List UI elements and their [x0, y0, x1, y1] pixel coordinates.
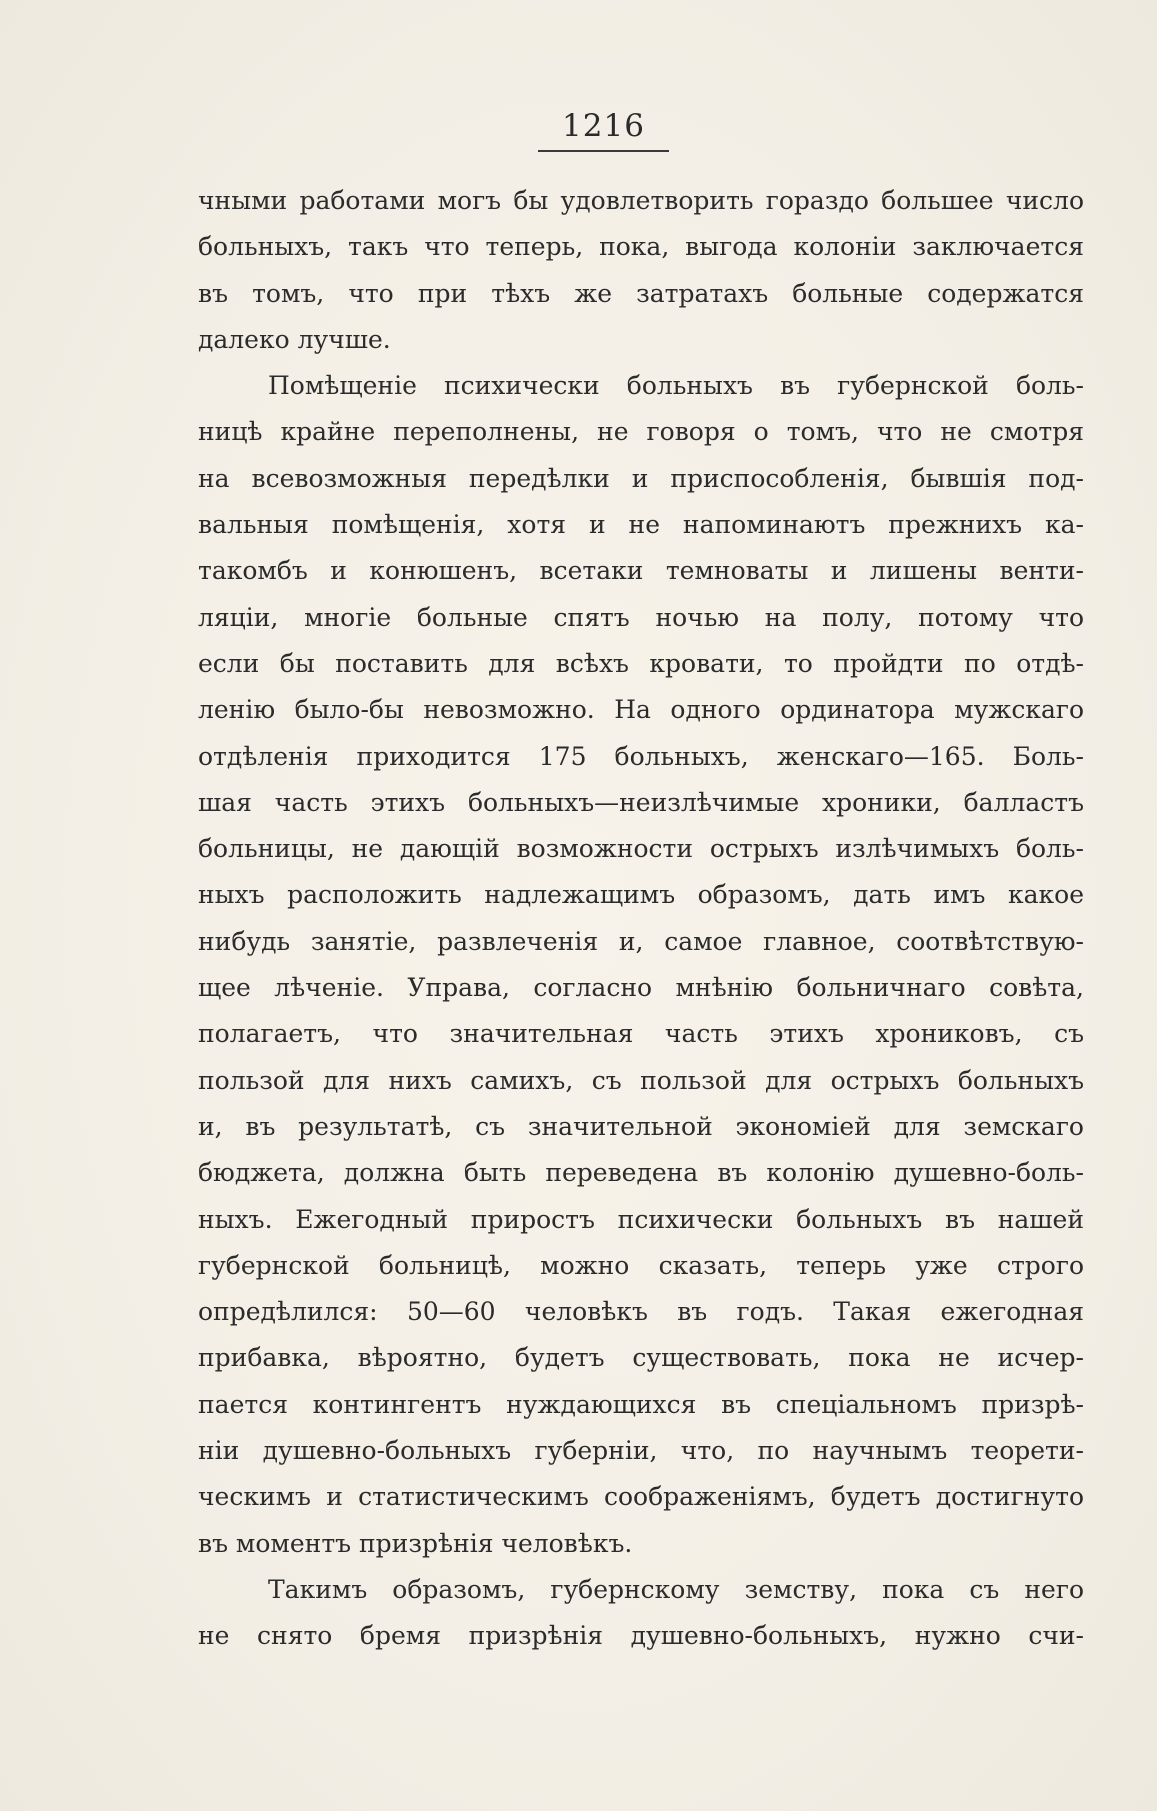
text-line: бюджета, должна быть переведена въ колонію душевно-боль-: [198, 1158, 1084, 1188]
body-text: [198, 178, 1084, 1660]
text-line: ленію было-бы невозможно. На одного ординатора мужскаго: [198, 695, 1084, 725]
text-line: больныхъ, такъ что теперь, пока, выгода колоніи заключается: [198, 232, 1084, 262]
text-line: если бы поставить для всѣхъ кровати, то пройдти по отдѣ-: [198, 648, 1084, 678]
text-line: такомбъ и конюшенъ, всетаки темноваты и лишены венти-: [198, 556, 1084, 586]
text-line: не снято бремя призрѣнія душевно-больныхъ, нужно счи-: [198, 1621, 1084, 1651]
text-line: пользой для нихъ самихъ, съ пользой для острыхъ больныхъ: [198, 1065, 1084, 1095]
text-line: Такимъ образомъ, губернскому земству, пока съ него: [268, 1574, 1084, 1604]
text-line: Помѣщеніе психически больныхъ въ губернской боль-: [268, 371, 1084, 401]
page-number: 1216: [538, 108, 669, 152]
page-header: [0, 108, 1157, 152]
text-line: губернской больницѣ, можно сказать, теперь уже строго: [198, 1250, 1084, 1280]
text-line: вальныя помѣщенія, хотя и не напоминаютъ прежнихъ ка-: [198, 510, 1084, 540]
text-line: ческимъ и статистическимъ соображеніямъ, будетъ достигнуто: [198, 1482, 1084, 1512]
text-line: далеко лучше.: [198, 324, 391, 354]
text-line: ныхъ. Ежегодный приростъ психически больныхъ въ нашей: [198, 1204, 1084, 1234]
text-line: въ моментъ призрѣнія человѣкъ.: [198, 1528, 633, 1558]
text-line: чными работами могъ бы удовлетворить гораздо большее число: [198, 186, 1084, 215]
text-line: и, въ результатѣ, съ значительной экономіей для земскаго: [198, 1111, 1084, 1141]
text-line: ляціи, многіе больные спятъ ночью на полу, потому что: [198, 602, 1084, 632]
text-line: шая часть этихъ больныхъ—неизлѣчимые хроники, балластъ: [198, 787, 1084, 817]
text-line: отдѣленія приходится 175 больныхъ, женскаго—165. Боль-: [198, 741, 1084, 771]
text-line: опредѣлился: 50—60 человѣкъ въ годъ. Такая ежегодная: [198, 1297, 1084, 1327]
text-line: щее лѣченіе. Управа, согласно мнѣнію больничнаго совѣта,: [198, 973, 1084, 1003]
text-line: прибавка, вѣроятно, будетъ существовать, пока не исчер-: [198, 1343, 1084, 1373]
text-line: въ томъ, что при тѣхъ же затратахъ больные содержатся: [198, 278, 1084, 308]
text-line: ныхъ расположить надлежащимъ образомъ, дать имъ какое: [198, 880, 1084, 910]
text-line: пается контингентъ нуждающихся въ спеціальномъ призрѣ-: [198, 1389, 1084, 1419]
text-line: на всевозможныя передѣлки и приспособленія, бывшія под-: [198, 463, 1084, 493]
text-line: больницы, не дающій возможности острыхъ излѣчимыхъ боль-: [198, 834, 1084, 864]
text-line: полагаетъ, что значительная часть этихъ хрониковъ, съ: [198, 1019, 1084, 1049]
text-line: ницѣ крайне переполнены, не говоря о томъ, что не смотря: [198, 417, 1084, 447]
text-line: ніи душевно-больныхъ губерніи, что, по научнымъ теорети-: [198, 1436, 1084, 1466]
text-line: нибудь занятіе, развлеченія и, самое главное, соотвѣтствую-: [198, 926, 1084, 956]
